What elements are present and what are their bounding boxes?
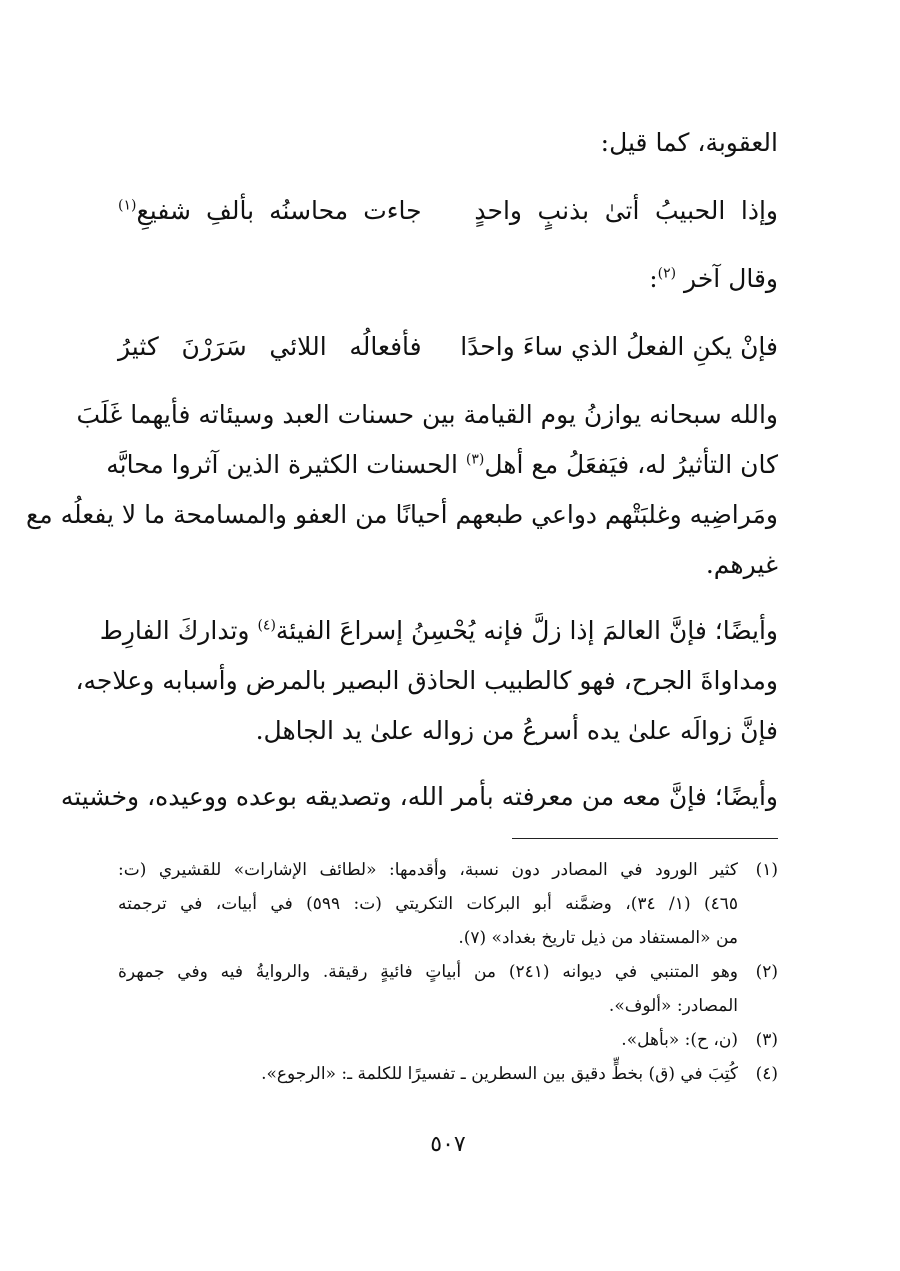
footnote-ref-3[interactable]: (٣) bbox=[465, 451, 485, 468]
paragraph-line: والله سبحانه يوازنُ يوم القيامة بين حسنات العبد وسيئاته فأيهما غَلَبَ bbox=[76, 400, 778, 429]
paragraph-line: وأيضًا؛ فإنَّ العالمَ إذا زلَّ فإنه يُحْسِنُ إسراعَ الفيئة$^{(٤)}$ وتداركَ الفارِط bbox=[99, 616, 778, 645]
paragraph-line: كان التأثيرُ له، فيَفعَلُ مع أهل$^{(٣)}$ الحسنات الكثيرة الذين آثروا محابَّه bbox=[106, 450, 778, 479]
page-number: ٥٠٧ bbox=[430, 1132, 466, 1157]
footnote-1 bbox=[118, 853, 778, 955]
verse-2-first-hemistich: فإنْ يكنِ الفعلُ الذي ساءَ واحدًا bbox=[460, 332, 778, 361]
paragraph-2 bbox=[75, 606, 778, 756]
intro-text: العقوبة، كما قيل: bbox=[600, 128, 778, 157]
footnote-ref-2[interactable]: (٢) bbox=[657, 265, 677, 282]
footnote-separator bbox=[512, 838, 778, 839]
footnotes bbox=[118, 853, 778, 1091]
paragraph-line: وأيضًا؛ فإنَّ معه من معرفته بأمر الله، وتصديقه بوعده ووعيده، وخشيته bbox=[60, 782, 778, 811]
footnote-2 bbox=[118, 955, 778, 1023]
paragraph-line: ومداواةَ الجرح، فهو كالطبيب الحاذق البصير بالمرض وأسبابه وعلاجه، bbox=[75, 666, 778, 695]
said-other-text: وقال آخر bbox=[684, 264, 778, 293]
intro-line bbox=[118, 118, 778, 168]
paragraph-3 bbox=[60, 772, 778, 822]
footnote-4 bbox=[118, 1057, 778, 1091]
paragraph-line: فإنَّ زوالَه علىٰ يده أسرعُ من زواله علىٰ يد الجاهل. bbox=[255, 716, 778, 745]
footnote-number: (٢) bbox=[755, 962, 778, 982]
verse-1-second-hemistich: جاءت محاسنُه بألفِ شفيعِ$^{(١)}$ bbox=[118, 196, 422, 225]
footnote-line: من «المستفاد من ذيل تاريخ بغداد» (٧). bbox=[458, 928, 738, 948]
footnote-ref-1[interactable]: (١) bbox=[118, 197, 137, 214]
footnote-3 bbox=[118, 1023, 778, 1057]
paragraph-line: ومَراضِيه وغلبَتْهم دواعي طبعهم أحيانًا من العفو والمسامحة ما لا يفعلُه مع bbox=[25, 500, 778, 529]
verse-2 bbox=[118, 322, 778, 372]
footnote-line: المصادر: «ألوف». bbox=[608, 996, 738, 1016]
verse-1 bbox=[118, 186, 778, 236]
paragraph-line: غيرهم. bbox=[705, 550, 778, 579]
paragraph-1 bbox=[25, 390, 778, 590]
footnote-line: ٤٦٥) (١/ ٣٤)، وضمَّنه أبو البركات التكريتي (ت: ٥٩٩) في أبيات، في ترجمته bbox=[118, 894, 738, 914]
footnote-line: (ن، ح): «بأهل». bbox=[621, 1030, 738, 1050]
book-page bbox=[25, 118, 778, 1178]
footnote-number: (٤) bbox=[755, 1064, 778, 1084]
footnote-line: وهو المتنبي في ديوانه (٢٤١) من أبياتٍ فائيةٍ رقيقة. والروايةُ فيه وفي جمهرة bbox=[118, 962, 738, 982]
footnote-ref-4[interactable]: (٤) bbox=[257, 617, 276, 634]
verse-1-first-hemistich: وإذا الحبيبُ أتىٰ بذنبٍ واحدٍ bbox=[474, 196, 778, 225]
footnote-number: (٣) bbox=[755, 1030, 778, 1050]
footnote-line: كثير الورود في المصادر دون نسبة، وأقدمها: «لطائف الإشارات» للقشيري (ت: bbox=[118, 860, 738, 880]
footnote-number: (١) bbox=[755, 860, 778, 880]
footnote-line: كُتِبَ في (ق) بخطٍّ دقيق بين السطرين ـ تفسيرًا للكلمة ـ: «الرجوع». bbox=[261, 1064, 738, 1084]
said-other-line: وقال آخر $^{(٢)}$: bbox=[649, 264, 778, 293]
verse-2-second-hemistich: فأفعالُه اللائي سَرَرْنَ كثيرُ bbox=[118, 332, 422, 361]
